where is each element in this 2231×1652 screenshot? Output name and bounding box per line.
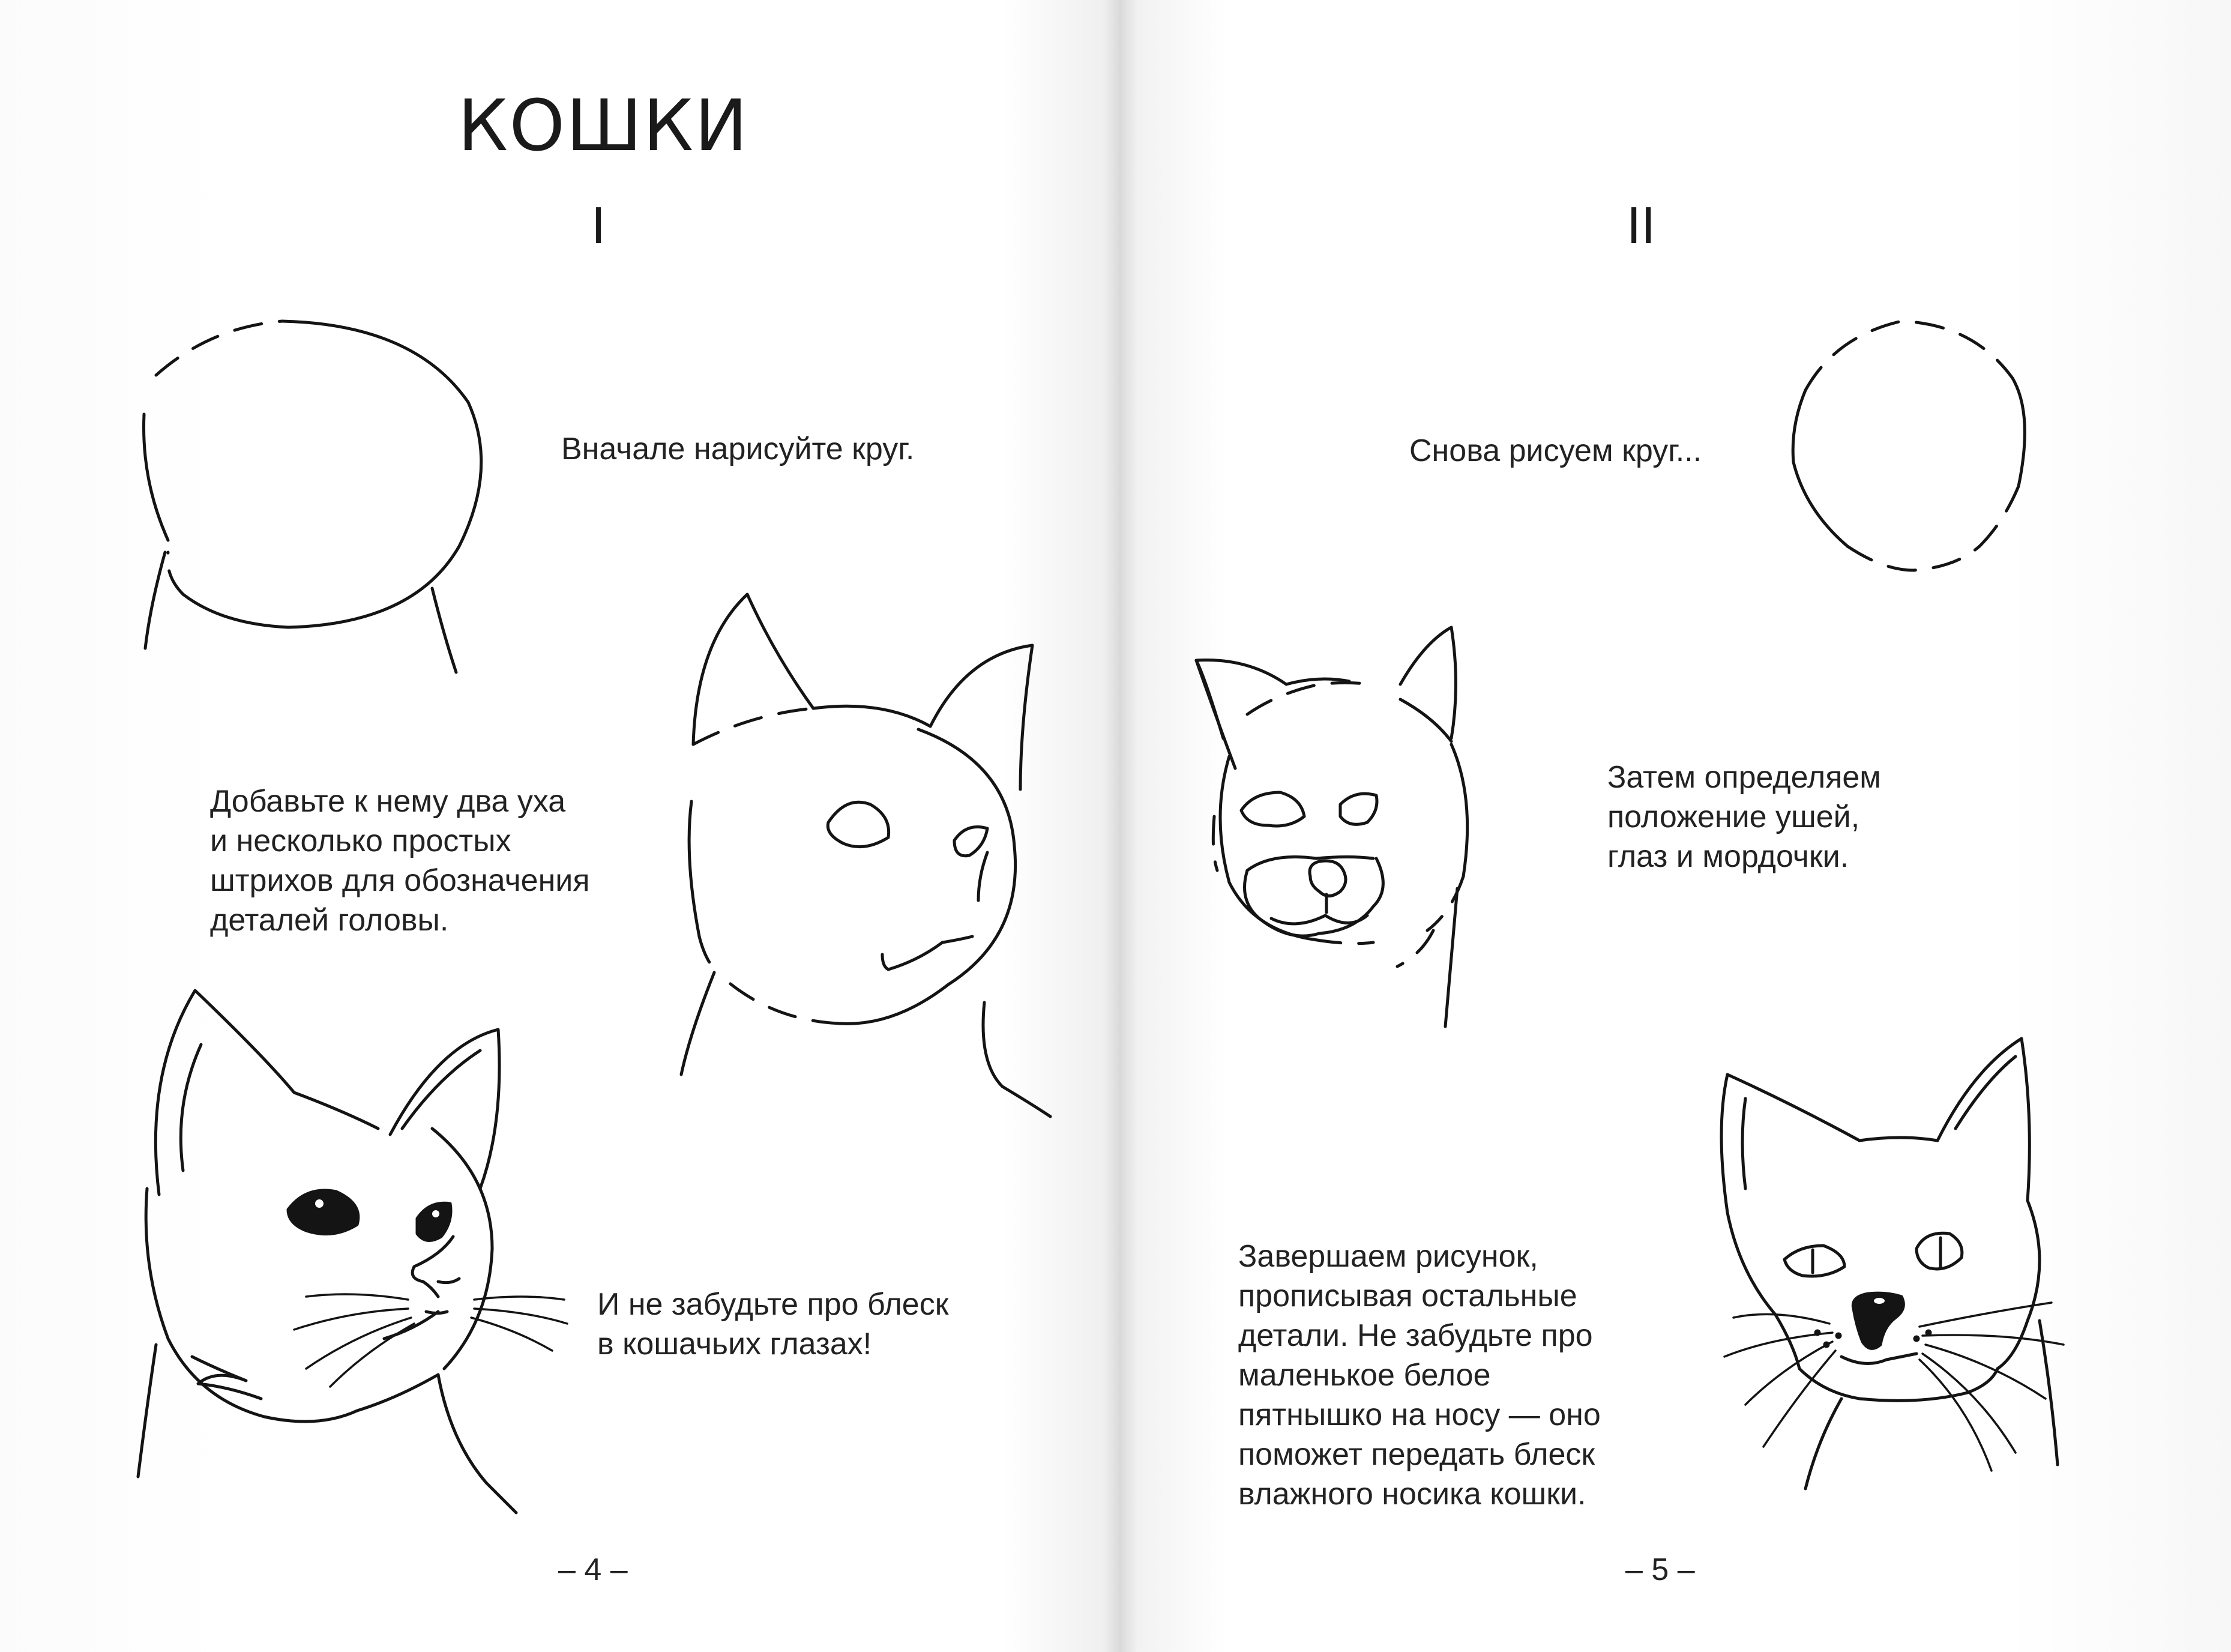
cat-step2-construction-drawing-right bbox=[1193, 618, 1541, 1051]
step1-instruction-right: Снова рисуем круг... bbox=[1409, 433, 1702, 468]
step2-instruction-right: Затем определяем положение ушей, глаз и мордочки. bbox=[1607, 760, 1882, 874]
page-number-right: – 5 – bbox=[1625, 1552, 1695, 1587]
step1-instruction: Вначале нарисуйте круг. bbox=[561, 432, 915, 466]
cat-step1-circle-drawing-right bbox=[1781, 312, 2034, 612]
step3-instruction: И не забудьте про блеск в кошачьих глазах! bbox=[597, 1287, 949, 1361]
cat-step3-finished-drawing-right bbox=[1679, 1032, 2184, 1525]
page-title: КОШКИ bbox=[457, 84, 749, 167]
cat-step2-construction-drawing bbox=[666, 588, 1062, 1129]
section-number-right: II bbox=[1627, 198, 1656, 255]
right-page bbox=[1115, 0, 2230, 1652]
cat-step1-circle-drawing bbox=[132, 312, 504, 684]
section-number-left: I bbox=[591, 198, 606, 255]
step3-instruction-right: Завершаем рисунок, прописывая остальные детали. Не забудьте про маленькое белое пятнышко на носу — оно поможет передать блеск влажного носика кошки. bbox=[1238, 1239, 1601, 1512]
step2-instruction: Добавьте к нему два уха и несколько простых штрихов для обозначения деталей головы. bbox=[210, 784, 590, 938]
page-number-left: – 4 – bbox=[558, 1552, 628, 1587]
cat-step3-finished-drawing bbox=[126, 984, 594, 1525]
left-page bbox=[0, 0, 1115, 1652]
